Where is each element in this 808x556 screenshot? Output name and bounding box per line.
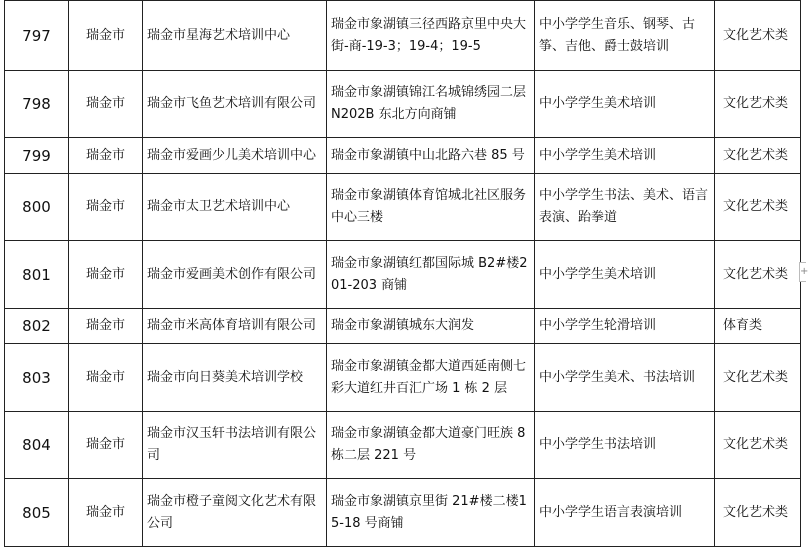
row-address: 瑞金市象湖镇三径西路京里中央大街-商-19-3；19-4；19-5 [327, 1, 535, 71]
row-number: 799 [5, 138, 69, 174]
row-scope: 中小学学生轮滑培训 [535, 309, 715, 344]
row-number: 805 [5, 479, 69, 547]
row-scope: 中小学学生书法培训 [535, 412, 715, 479]
row-city: 瑞金市 [69, 412, 143, 479]
row-address: 瑞金市象湖镇京里街 21#楼二楼15-18 号商铺 [327, 479, 535, 547]
row-category: 文化艺术类 [715, 241, 801, 309]
row-address: 瑞金市象湖镇金都大道西延南侧七彩大道红井百汇广场 1 栋 2 层 [327, 344, 535, 412]
row-city: 瑞金市 [69, 138, 143, 174]
row-scope: 中小学学生音乐、钢琴、古筝、吉他、爵士鼓培训 [535, 1, 715, 71]
row-org-name: 瑞金市爱画少儿美术培训中心 [143, 138, 327, 174]
table-row [5, 174, 801, 241]
row-number: 803 [5, 344, 69, 412]
row-address: 瑞金市象湖镇红都国际城 B2#楼201-203 商铺 [327, 241, 535, 309]
row-org-name: 瑞金市飞鱼艺术培训有限公司 [143, 71, 327, 138]
row-city: 瑞金市 [69, 309, 143, 344]
row-org-name: 瑞金市向日葵美术培训学校 [143, 344, 327, 412]
table-row [5, 241, 801, 309]
table-row [5, 412, 801, 479]
row-org-name: 瑞金市米高体育培训有限公司 [143, 309, 327, 344]
row-city: 瑞金市 [69, 174, 143, 241]
row-number: 798 [5, 71, 69, 138]
table-row [5, 309, 801, 344]
row-category: 文化艺术类 [715, 344, 801, 412]
row-city: 瑞金市 [69, 479, 143, 547]
row-address: 瑞金市象湖镇锦江名城锦绣园二层N202B 东北方向商铺 [327, 71, 535, 138]
table-row [5, 479, 801, 547]
institution-table [4, 0, 801, 547]
table-row [5, 1, 801, 71]
row-category: 文化艺术类 [715, 412, 801, 479]
row-org-name: 瑞金市橙子童阅文化艺术有限公司 [143, 479, 327, 547]
row-category: 文化艺术类 [715, 174, 801, 241]
row-scope: 中小学学生美术培训 [535, 138, 715, 174]
row-city: 瑞金市 [69, 71, 143, 138]
row-category: 文化艺术类 [715, 479, 801, 547]
table-row [5, 71, 801, 138]
row-org-name: 瑞金市星海艺术培训中心 [143, 1, 327, 71]
row-category: 文化艺术类 [715, 1, 801, 71]
row-city: 瑞金市 [69, 241, 143, 309]
row-org-name: 瑞金市汉玉轩书法培训有限公司 [143, 412, 327, 479]
row-address: 瑞金市象湖镇城东大润发 [327, 309, 535, 344]
row-scope: 中小学学生美术培训 [535, 241, 715, 309]
row-address: 瑞金市象湖镇中山北路六巷 85 号 [327, 138, 535, 174]
row-number: 800 [5, 174, 69, 241]
row-city: 瑞金市 [69, 1, 143, 71]
row-scope: 中小学学生美术培训 [535, 71, 715, 138]
row-scope: 中小学学生书法、美术、语言表演、跆拳道 [535, 174, 715, 241]
row-number: 804 [5, 412, 69, 479]
row-category: 体育类 [715, 309, 801, 344]
row-scope: 中小学学生美术、书法培训 [535, 344, 715, 412]
row-number: 802 [5, 309, 69, 344]
table-row [5, 138, 801, 174]
row-category: 文化艺术类 [715, 138, 801, 174]
row-org-name: 瑞金市爱画美术创作有限公司 [143, 241, 327, 309]
row-city: 瑞金市 [69, 344, 143, 412]
row-number: 797 [5, 1, 69, 71]
row-address: 瑞金市象湖镇金都大道豪门旺族 8栋二层 221 号 [327, 412, 535, 479]
table-edge-handle-icon[interactable]: + [799, 262, 806, 282]
row-org-name: 瑞金市太卫艺术培训中心 [143, 174, 327, 241]
row-number: 801 [5, 241, 69, 309]
row-scope: 中小学学生语言表演培训 [535, 479, 715, 547]
table-row [5, 344, 801, 412]
row-address: 瑞金市象湖镇体育馆城北社区服务中心三楼 [327, 174, 535, 241]
row-category: 文化艺术类 [715, 71, 801, 138]
